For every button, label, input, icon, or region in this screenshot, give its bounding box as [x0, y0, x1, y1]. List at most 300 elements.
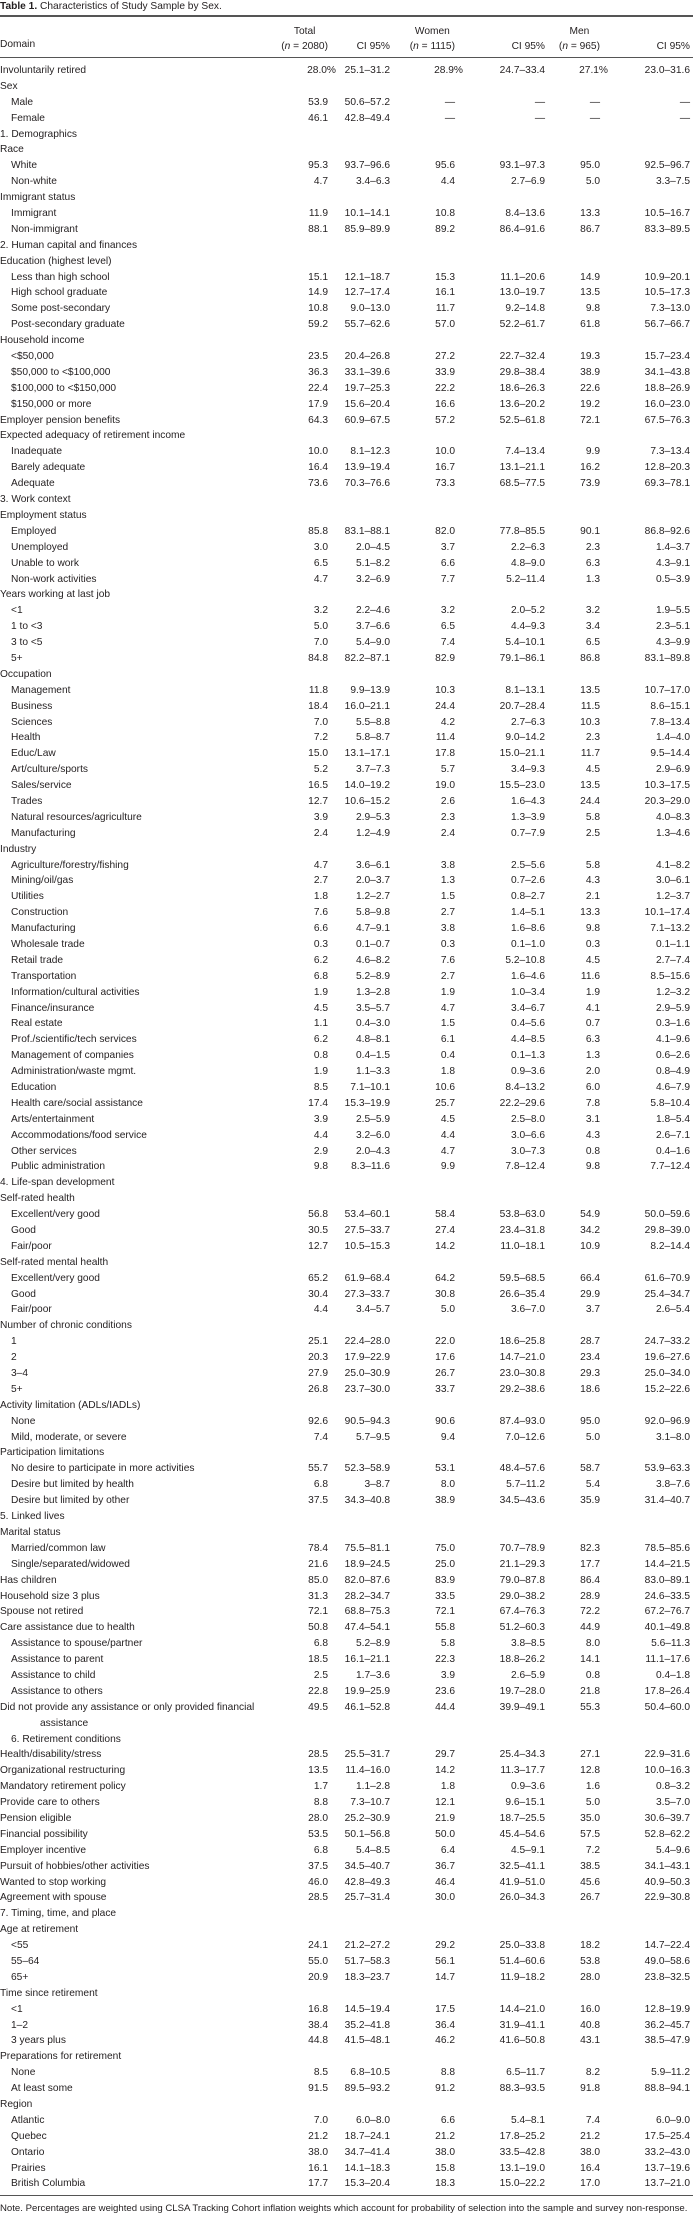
men-value: 13.5: [580, 287, 600, 299]
men-ci: 0.8–4.9: [656, 1066, 690, 1078]
table-row: [0, 1159, 693, 1175]
women-value: 22.2: [435, 382, 455, 394]
men-ci: 20.3–29.0: [644, 795, 690, 807]
total-ci: 10.5–15.3: [344, 1240, 390, 1252]
row-label: 1 to <3: [11, 621, 43, 633]
men-value: 72.1: [580, 414, 600, 426]
men-ci: 34.1–43.8: [644, 366, 690, 378]
table-row: [0, 1064, 693, 1080]
men-value: 6.0: [585, 1082, 600, 1093]
men-value: 28.0: [580, 1971, 600, 1983]
total-value: 18.4: [308, 700, 328, 712]
row-label: Has children: [0, 1574, 57, 1586]
women-ci: 67.4–76.3: [499, 1606, 545, 1618]
table-row: [0, 2161, 693, 2177]
row-label: Pursuit of hobbies/other activities: [0, 1860, 150, 1872]
women-value: 95.6: [435, 160, 455, 172]
total-value: 44.8: [308, 2035, 328, 2047]
table-row: [0, 1573, 693, 1589]
total-value: 6.8: [313, 1844, 328, 1856]
row-label: Wanted to stop working: [0, 1876, 107, 1888]
men-value: 14.1: [580, 1654, 600, 1666]
men-value: 13.5: [580, 684, 600, 696]
women-ci: 32.5–41.1: [499, 1860, 545, 1872]
total-ci: 4.7–9.1: [356, 923, 390, 935]
total-value: 36.3: [308, 366, 328, 378]
row-label: 2. Human capital and finances: [0, 239, 138, 251]
table-row: [0, 1271, 693, 1287]
women-value: 3.8: [440, 923, 455, 935]
table-row: [0, 1001, 693, 1017]
men-value: 3.2: [585, 605, 600, 617]
total-ci: 2.5–5.9: [356, 1113, 390, 1125]
men-value: 9.9: [585, 446, 600, 458]
women-value: 0.4: [440, 1050, 455, 1062]
women-ci: 45.4–54.6: [499, 1828, 545, 1840]
table-row: [0, 413, 693, 429]
women-value: 9.9: [440, 1161, 455, 1173]
total-value: 28.0%: [307, 65, 336, 76]
total-value: 2.5: [313, 1669, 328, 1681]
total-value: 55.0: [308, 1956, 328, 1967]
row-label: Excellent/very good: [11, 1209, 100, 1221]
women-value: 22.3: [435, 1654, 455, 1666]
women-ci: 41.6–50.8: [499, 2035, 545, 2047]
total-value: 20.9: [308, 1971, 328, 1983]
row-label: Some post-secondary: [11, 303, 111, 315]
row-label: White: [11, 160, 38, 172]
men-value: 38.9: [580, 366, 600, 378]
men-ci: 25.0–34.0: [644, 1368, 690, 1380]
total-value: 59.2: [308, 319, 328, 331]
men-ci: 2.9–5.9: [656, 1002, 690, 1014]
table-row: [0, 1700, 693, 1732]
table-row: [0, 206, 693, 222]
men-value: 18.6: [580, 1383, 600, 1395]
row-label: Involuntarily retired: [0, 65, 87, 76]
total-ci: 14.1–18.3: [344, 2162, 390, 2174]
row-label: 5. Linked lives: [0, 1511, 65, 1523]
row-label: Utilities: [11, 891, 44, 903]
n-symbol: n: [562, 41, 568, 52]
row-label: Art/culture/sports: [11, 764, 88, 776]
row-label: British Columbia: [11, 2178, 86, 2190]
row-label: Education: [11, 1082, 57, 1093]
women-value: 1.5: [440, 891, 455, 903]
men-value: 6.3: [585, 557, 600, 569]
women-ci: 51.2–60.3: [499, 1622, 545, 1634]
men-ci: 38.5–47.9: [644, 2035, 690, 2047]
row-label: <$50,000: [11, 351, 54, 363]
row-label: 1. Demographics: [0, 128, 78, 140]
total-value: 8.5: [313, 2067, 328, 2079]
men-ci: 23.8–32.5: [644, 1971, 690, 1983]
women-value: 2.7: [440, 907, 455, 919]
women-ci: 2.6–5.9: [511, 1669, 545, 1681]
women-value: 7.4: [440, 637, 455, 649]
women-value: 46.4: [435, 1876, 455, 1888]
women-ci: 34.5–43.6: [499, 1495, 545, 1507]
total-ci: 9.0–13.0: [350, 303, 390, 315]
row-label: Administration/waste mgmt.: [11, 1066, 137, 1078]
women-ci: 18.7–25.5: [499, 1812, 545, 1824]
men-ci: 4.6–7.9: [656, 1082, 690, 1093]
row-label: Non-immigrant: [11, 223, 78, 235]
total-value: 6.8: [313, 1638, 328, 1650]
men-value: 90.1: [580, 525, 600, 537]
total-ci: 47.4–54.1: [344, 1622, 390, 1634]
men-ci: 10.5–16.7: [644, 208, 690, 220]
women-ci: —: [534, 96, 545, 108]
total-ci: 3–8.7: [364, 1479, 390, 1491]
total-value: 3.0: [313, 541, 328, 553]
total-value: 85.0: [308, 1574, 328, 1586]
total-value: 11.8: [308, 684, 328, 696]
section-heading-row: [0, 127, 693, 143]
row-label: Expected adequacy of retirement income: [0, 430, 186, 442]
total-ci: 1.2–4.9: [356, 827, 390, 839]
total-ci: 10.1–14.1: [344, 208, 390, 220]
men-ci: 11.1–17.6: [645, 1654, 690, 1666]
women-value: 10.0: [435, 446, 455, 458]
section-heading-row: [0, 1175, 693, 1191]
women-ci: 25.4–34.3: [499, 1749, 545, 1761]
total-value: 7.0: [313, 716, 328, 728]
row-label: Health care/social assistance: [11, 1097, 143, 1109]
men-ci: 3.3–7.5: [656, 176, 690, 188]
row-label: Inadequate: [11, 446, 62, 458]
table-row: [0, 1096, 693, 1112]
women-value: 91.2: [435, 2083, 455, 2095]
men-value: 38.5: [580, 1860, 600, 1872]
men-value: 1.3: [585, 1050, 600, 1062]
women-value: 7.6: [440, 954, 455, 966]
section-heading-row: [0, 842, 693, 858]
section-heading-row: [0, 1732, 693, 1748]
men-ci: 30.6–39.7: [644, 1812, 690, 1824]
men-ci: 10.1–17.4: [644, 907, 690, 919]
men-value: —: [589, 96, 600, 108]
header-women-label: Women: [414, 26, 450, 37]
total-value: 16.5: [308, 780, 328, 792]
men-ci: 22.9–30.8: [644, 1892, 690, 1904]
table-row: [0, 1016, 693, 1032]
women-ci: 68.5–77.5: [499, 478, 545, 490]
total-value: 6.8: [313, 970, 328, 982]
men-ci: —: [679, 112, 690, 124]
table-row: [0, 746, 693, 762]
women-value: 1.8: [440, 1066, 455, 1078]
men-value: 45.6: [580, 1876, 600, 1888]
total-ci: 3.2–6.0: [356, 1129, 390, 1141]
men-value: 12.8: [580, 1765, 600, 1777]
men-value: 58.7: [580, 1463, 600, 1475]
row-label: High school graduate: [11, 287, 108, 299]
row-label: 65+: [11, 1971, 29, 1983]
row-label: 5+: [11, 652, 23, 664]
men-ci: 15.2–22.6: [644, 1383, 690, 1395]
men-value: 57.5: [580, 1828, 600, 1840]
table-row: [0, 1461, 693, 1477]
row-label: Single/separated/widowed: [11, 1558, 130, 1570]
men-value: 40.8: [580, 2019, 600, 2031]
women-value: 14.7: [435, 1971, 455, 1983]
men-value: 82.3: [580, 1542, 600, 1554]
men-ci: 2.3–5.1: [656, 621, 690, 633]
section-heading-row: [0, 1255, 693, 1271]
men-ci: 4.0–8.3: [656, 811, 690, 823]
table-row: [0, 937, 693, 953]
women-value: 3.8: [440, 859, 455, 871]
women-value: 4.4: [440, 176, 455, 188]
women-ci: 25.0–33.8: [499, 1940, 545, 1952]
row-label: Information/cultural activities: [11, 986, 140, 998]
table-row: [0, 1128, 693, 1144]
men-value: 2.3: [585, 732, 600, 744]
women-ci: 4.4–9.3: [511, 621, 545, 633]
header-total-ci: CI 95%: [356, 41, 390, 52]
women-value: 21.2: [435, 2130, 455, 2142]
women-ci: 15.0–21.1: [499, 748, 545, 760]
men-ci: 0.6–2.6: [656, 1050, 690, 1062]
women-ci: 0.4–5.6: [511, 1018, 545, 1030]
men-value: 17.0: [580, 2178, 600, 2190]
men-value: 66.4: [580, 1272, 600, 1284]
total-value: 28.0: [308, 1812, 328, 1824]
total-ci: 14.5–19.4: [344, 2003, 390, 2015]
men-ci: 7.3–13.0: [650, 303, 690, 315]
total-ci: 85.9–89.9: [344, 223, 390, 235]
total-ci: 5.4–9.0: [356, 637, 390, 649]
women-value: 29.2: [435, 1940, 455, 1952]
table-row: [0, 2129, 693, 2145]
total-ci: 4.6–8.2: [356, 954, 390, 966]
row-label: Number of chronic conditions: [0, 1320, 132, 1332]
men-value: 6.5: [585, 637, 600, 649]
men-value: 9.8: [585, 303, 600, 315]
men-value: 4.1: [585, 1002, 600, 1014]
row-label: Construction: [11, 907, 69, 919]
men-ci: 56.7–66.7: [644, 319, 690, 331]
table-row: [0, 2145, 693, 2161]
women-ci: 26.6–35.4: [499, 1288, 545, 1300]
women-value: 30.8: [435, 1288, 455, 1300]
men-ci: 49.0–58.6: [644, 1956, 690, 1967]
total-value: 16.1: [308, 2162, 328, 2174]
men-value: 22.6: [580, 382, 600, 394]
total-value: 9.8: [313, 1161, 328, 1173]
men-value: 1.9: [585, 986, 600, 998]
row-label: Transportation: [11, 970, 77, 982]
table-row: [0, 603, 693, 619]
men-ci: 17.5–25.4: [644, 2130, 690, 2142]
total-ci: 42.8–49.4: [344, 112, 390, 124]
total-value: 46.0: [308, 1876, 328, 1888]
total-value: 3.2: [313, 605, 328, 617]
table-row: [0, 524, 693, 540]
men-value: 3.7: [585, 1304, 600, 1316]
total-ci: 4.8–8.1: [356, 1034, 390, 1046]
men-value: 0.3: [585, 938, 600, 950]
women-value: 33.9: [435, 366, 455, 378]
total-value: 8.8: [313, 1797, 328, 1809]
men-ci: 14.4–21.5: [644, 1558, 690, 1570]
row-label: Sales/service: [11, 780, 72, 792]
women-ci: 87.4–93.0: [499, 1415, 545, 1427]
women-value: 72.1: [435, 1606, 455, 1618]
women-ci: 29.8–38.4: [499, 366, 545, 378]
total-ci: 13.1–17.1: [344, 748, 390, 760]
women-ci: 23.0–30.8: [499, 1368, 545, 1380]
women-value: 22.0: [435, 1336, 455, 1348]
row-label: No desire to participate in more activities: [11, 1463, 195, 1475]
women-value: 17.8: [435, 748, 455, 760]
men-value: 13.3: [580, 208, 600, 220]
table-row: [0, 111, 693, 127]
total-value: 15.1: [308, 271, 328, 283]
row-label: Industry: [0, 843, 37, 855]
total-value: 1.7: [313, 1781, 328, 1793]
women-value: 16.1: [435, 287, 455, 299]
table-row: [0, 1827, 693, 1843]
women-ci: 0.7–2.6: [511, 875, 545, 887]
table-row: [0, 969, 693, 985]
women-value: 4.7: [440, 1002, 455, 1014]
men-value: 24.4: [580, 795, 600, 807]
total-value: 8.5: [313, 1082, 328, 1093]
table-row: [0, 810, 693, 826]
men-ci: 16.0–23.0: [644, 398, 690, 410]
row-label: Marital status: [0, 1526, 61, 1538]
table-row: [0, 2113, 693, 2129]
total-value: 14.9: [308, 287, 328, 299]
men-ci: 0.3–1.6: [656, 1018, 690, 1030]
total-value: 1.9: [313, 986, 328, 998]
row-label: Retail trade: [11, 954, 64, 966]
total-ci: 15.3–19.9: [344, 1097, 390, 1109]
total-ci: 22.4–28.0: [344, 1336, 390, 1348]
men-value: 2.1: [585, 891, 600, 903]
table-row: [0, 1970, 693, 1986]
men-ci: 7.3–13.4: [650, 446, 690, 458]
row-label: Spouse not retired: [0, 1606, 84, 1618]
men-value: 9.8: [585, 923, 600, 935]
total-ci: 2.2–4.6: [356, 605, 390, 617]
row-label: Health: [11, 732, 41, 744]
table-row: [0, 556, 693, 572]
total-ci: 46.1–52.8: [344, 1701, 390, 1713]
men-ci: 4.1–8.2: [656, 859, 690, 871]
men-ci: 67.2–76.7: [644, 1606, 690, 1618]
women-ci: 11.1–20.6: [500, 271, 545, 283]
women-value: 17.5: [435, 2003, 455, 2015]
men-value: 5.8: [585, 811, 600, 823]
total-value: 5.0: [313, 621, 328, 633]
women-ci: 9.0–14.2: [505, 732, 545, 744]
men-ci: —: [679, 96, 690, 108]
total-ci: 15.6–20.4: [344, 398, 390, 410]
row-label: Health/disability/stress: [0, 1749, 102, 1761]
table-row: [0, 1938, 693, 1954]
table-row: [0, 858, 693, 874]
women-ci: 2.7–6.9: [511, 176, 545, 188]
table-row: [0, 1112, 693, 1128]
total-ci: 18.7–24.1: [344, 2130, 390, 2142]
total-ci: 50.1–56.8: [344, 1828, 390, 1840]
row-label: Self-rated mental health: [0, 1256, 109, 1268]
men-value: 73.9: [580, 478, 600, 490]
men-ci: 13.7–19.6: [644, 2162, 690, 2174]
women-ci: 0.9–3.6: [511, 1781, 545, 1793]
table-row: [0, 1652, 693, 1668]
men-value: 2.0: [585, 1066, 600, 1078]
total-value: 4.7: [313, 573, 328, 585]
total-value: 65.2: [308, 1272, 328, 1284]
section-heading-row: [0, 492, 693, 508]
n-count: = 965): [567, 41, 600, 52]
total-value: 37.5: [308, 1860, 328, 1872]
men-ci: 1.2–3.7: [656, 891, 690, 903]
men-ci: 29.8–39.0: [644, 1225, 690, 1237]
total-ci: 2.0–4.3: [356, 1145, 390, 1157]
section-heading-row: [0, 1986, 693, 2002]
women-value: 3.2: [440, 605, 455, 617]
total-ci: 70.3–76.6: [344, 478, 390, 490]
women-ci: 3.4–6.7: [511, 1002, 545, 1014]
men-ci: 83.3–89.5: [644, 223, 690, 235]
row-label: $150,000 or more: [11, 398, 92, 410]
row-label: Assistance to parent: [11, 1654, 104, 1666]
women-ci: 29.2–38.6: [499, 1383, 545, 1395]
women-ci: 4.4–8.5: [511, 1034, 545, 1046]
men-value: 8.0: [585, 1638, 600, 1650]
total-ci: 21.2–27.2: [344, 1940, 390, 1952]
row-label: Desire but limited by other: [11, 1495, 130, 1507]
men-ci: 14.7–22.4: [644, 1940, 690, 1952]
women-ci: 8.4–13.6: [505, 208, 545, 220]
total-ci: 8.1–12.3: [350, 446, 390, 458]
men-value: 16.0: [580, 2003, 600, 2015]
men-value: 7.2: [585, 1844, 600, 1856]
women-ci: 5.2–11.4: [506, 573, 545, 585]
total-value: 6.6: [313, 923, 328, 935]
table-row: [0, 1382, 693, 1398]
total-ci: 5.8–8.7: [356, 732, 390, 744]
men-ci: 36.2–45.7: [644, 2019, 690, 2031]
women-value: 89.2: [435, 223, 455, 235]
total-value: 7.0: [313, 2114, 328, 2126]
row-label: Pension eligible: [0, 1812, 72, 1824]
total-value: 2.4: [313, 827, 328, 839]
total-value: 25.1: [308, 1336, 328, 1348]
women-ci: 6.5–11.7: [506, 2067, 545, 2079]
total-ci: 34.7–41.4: [344, 2146, 390, 2158]
women-value: 29.7: [435, 1749, 455, 1761]
men-ci: 10.9–20.1: [644, 271, 690, 283]
row-label: Assistance to others: [11, 1685, 103, 1697]
men-ci: 10.5–17.3: [644, 287, 690, 299]
men-value: 3.4: [585, 621, 600, 633]
women-value: 28.9%: [434, 65, 463, 76]
table-row: [0, 683, 693, 699]
men-value: 23.4: [580, 1352, 600, 1364]
row-label: Ontario: [11, 2146, 45, 2158]
women-value: 4.5: [440, 1113, 455, 1125]
table-row: [0, 63, 693, 79]
row-label: Unemployed: [11, 541, 69, 553]
men-value: 14.9: [580, 271, 600, 283]
women-ci: 18.6–25.8: [499, 1336, 545, 1348]
